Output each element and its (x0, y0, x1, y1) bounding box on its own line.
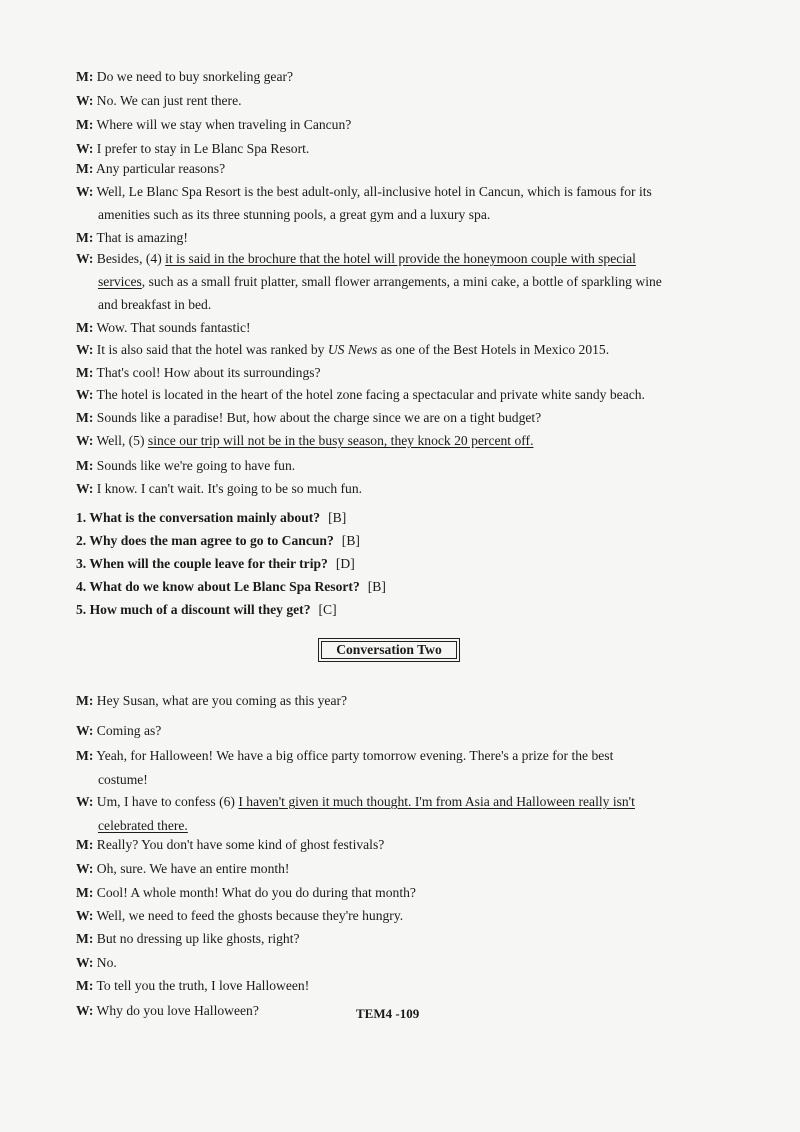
dialogue-line (76, 457, 704, 474)
line-text: Any particular reasons? (96, 161, 226, 176)
dialogue-line (76, 836, 704, 853)
line-text: Besides, (4) (96, 251, 166, 266)
dialogue-line (76, 692, 704, 709)
speaker-label: W: (76, 184, 94, 199)
line-text: It is also said that the hotel was ranked by (96, 342, 328, 357)
line-text: To tell you the truth, I love Halloween! (96, 978, 310, 993)
dialogue-line (76, 409, 704, 426)
line-text: Well, Le Blanc Spa Resort is the best adult-only, all-inclusive hotel in Cancun, which is famous for its (96, 184, 652, 199)
dialogue-line (76, 160, 704, 177)
dialogue-line (76, 250, 704, 267)
question-answer: [B] (367, 579, 386, 594)
line-text: Why do you love Halloween? (96, 1003, 259, 1018)
dialogue-line-continuation: and breakfast in bed. (98, 297, 212, 312)
line-text: Coming as? (96, 723, 162, 738)
line-text: Oh, sure. We have an entire month! (96, 861, 290, 876)
dialogue-line (76, 793, 704, 810)
dialogue-line (76, 229, 704, 246)
speaker-label: W: (76, 908, 94, 923)
question-item (76, 533, 360, 549)
speaker-label: W: (76, 794, 94, 809)
dialogue-line-continuation: costume! (98, 772, 148, 787)
speaker-label: W: (76, 93, 94, 108)
speaker-label: M: (76, 885, 94, 900)
underlined-answer: celebrated there. (98, 818, 188, 833)
speaker-label: M: (76, 230, 94, 245)
dialogue-line (76, 977, 704, 994)
line-text: Where will we stay when traveling in Cancun? (96, 117, 352, 132)
speaker-label: W: (76, 141, 94, 156)
question-answer: [B] (328, 510, 347, 525)
line-text: Well, (5) (96, 433, 148, 448)
speaker-label: W: (76, 433, 94, 448)
italic-title: US News (327, 342, 378, 357)
line-text: No. We can just rent there. (96, 93, 242, 108)
question-answer: [C] (318, 602, 337, 617)
speaker-label: W: (76, 342, 94, 357)
dialogue-line (76, 116, 704, 133)
speaker-label: W: (76, 955, 94, 970)
question-item (76, 602, 337, 618)
line-text: I prefer to stay in Le Blanc Spa Resort. (96, 141, 310, 156)
dialogue-line (76, 884, 704, 901)
underlined-answer: services (98, 274, 142, 289)
speaker-label: M: (76, 410, 94, 425)
speaker-label: M: (76, 837, 94, 852)
speaker-label: M: (76, 458, 94, 473)
line-text: Cool! A whole month! What do you do during that month? (96, 885, 416, 900)
line-text: , such as a small fruit platter, small flower arrangements, a mini cake, a bottle of sparkling wine (141, 274, 662, 289)
line-text: Well, we need to feed the ghosts because they're hungry. (96, 908, 404, 923)
question-number: 5. (76, 602, 87, 617)
dialogue-line-continuation (98, 273, 662, 290)
speaker-label: M: (76, 978, 94, 993)
question-answer: [B] (341, 533, 360, 548)
question-answer: [D] (335, 556, 355, 571)
line-text: as one of the Best Hotels in Mexico 2015. (377, 342, 610, 357)
dialogue-line (76, 432, 704, 449)
speaker-label: W: (76, 387, 94, 402)
question-text: Why does the man agree to go to Cancun? (89, 533, 334, 548)
question-number: 1. (76, 510, 87, 525)
line-text: Sounds like we're going to have fun. (96, 458, 296, 473)
speaker-label: M: (76, 931, 94, 946)
speaker-label: W: (76, 861, 94, 876)
speaker-label: M: (76, 748, 94, 763)
speaker-label: W: (76, 723, 94, 738)
speaker-label: W: (76, 1003, 94, 1018)
dialogue-line (76, 341, 704, 358)
speaker-label: M: (76, 117, 94, 132)
line-text: Wow. That sounds fantastic! (96, 320, 251, 335)
line-text: But no dressing up like ghosts, right? (96, 931, 300, 946)
line-text: Yeah, for Halloween! We have a big office party tomorrow evening. There's a prize for the best (96, 748, 614, 763)
speaker-label: M: (76, 320, 94, 335)
page-number: TEM4 -109 (356, 1006, 420, 1021)
dialogue-line (76, 140, 704, 157)
question-number: 2. (76, 533, 87, 548)
question-item (76, 579, 386, 595)
line-text: That is amazing! (96, 230, 188, 245)
speaker-label: M: (76, 69, 94, 84)
underlined-answer: it is said in the brochure that the hotel will provide the honeymoon couple with special (165, 251, 636, 266)
dialogue-line (76, 183, 704, 200)
dialogue-line (76, 954, 704, 971)
line-text: Sounds like a paradise! But, how about the charge since we are on a tight budget? (96, 410, 542, 425)
question-text: How much of a discount will they get? (89, 602, 311, 617)
dialogue-line-continuation: amenities such as its three stunning pools, a great gym and a luxury spa. (98, 207, 491, 222)
section-title: Conversation Two (318, 638, 460, 662)
question-item (76, 510, 346, 526)
line-text: The hotel is located in the heart of the hotel zone facing a spectacular and private white sandy beach. (96, 387, 645, 402)
question-item (76, 556, 355, 572)
dialogue-line-continuation (98, 817, 188, 834)
speaker-label: M: (76, 693, 94, 708)
line-text: No. (96, 955, 117, 970)
dialogue-line (76, 68, 704, 85)
dialogue-line (76, 930, 704, 947)
line-text: Hey Susan, what are you coming as this year? (96, 693, 348, 708)
speaker-label: W: (76, 481, 94, 496)
speaker-label: M: (76, 365, 94, 380)
question-text: When will the couple leave for their trip? (89, 556, 328, 571)
line-text: Um, I have to confess (6) (96, 794, 239, 809)
line-text: Do we need to buy snorkeling gear? (96, 69, 294, 84)
dialogue-line (76, 480, 704, 497)
dialogue-line (76, 319, 704, 336)
line-text: I know. I can't wait. It's going to be so much fun. (96, 481, 363, 496)
question-number: 4. (76, 579, 87, 594)
question-text: What is the conversation mainly about? (89, 510, 321, 525)
speaker-label: M: (76, 161, 94, 176)
line-text: Really? You don't have some kind of ghost festivals? (96, 837, 385, 852)
question-number: 3. (76, 556, 87, 571)
underlined-answer: since our trip will not be in the busy season, they knock 20 percent off. (147, 433, 534, 448)
underlined-answer: I haven't given it much thought. I'm from Asia and Halloween really isn't (238, 794, 635, 809)
line-text: That's cool! How about its surroundings? (96, 365, 321, 380)
dialogue-line (76, 860, 704, 877)
dialogue-line (76, 92, 704, 109)
dialogue-line (76, 364, 704, 381)
question-text: What do we know about Le Blanc Spa Resort? (89, 579, 360, 594)
dialogue-line (76, 907, 704, 924)
dialogue-line (76, 722, 704, 739)
dialogue-line (76, 386, 704, 403)
dialogue-line (76, 747, 704, 764)
speaker-label: W: (76, 251, 94, 266)
